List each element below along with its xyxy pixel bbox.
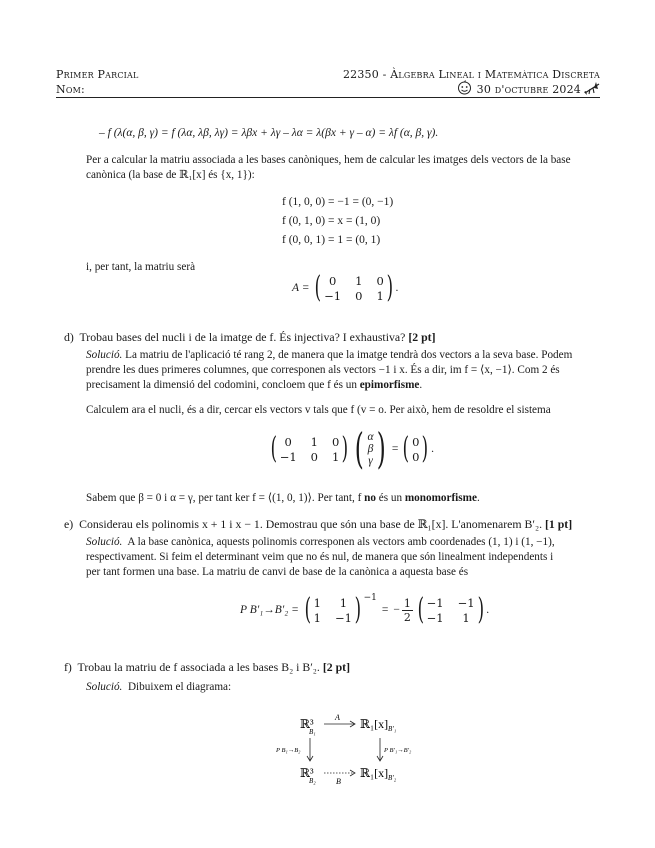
diagram-node-sub: B′₂ [388,774,397,782]
fraction-numerator: 1 [403,596,411,610]
course-title: 22350 - Àlgebra Lineal i Matemàtica Discreta [342,68,600,81]
question-text: Trobau bases del nucli i de la imatge de f. És injectiva? I exhaustiva? [79,330,406,344]
matrix-cell: −1 [279,449,297,464]
item-label: d) [64,330,74,344]
solution-line: precisament la dimensió del codomini, concloem que f és un epimorfisme. [86,379,423,391]
question-text: Considerau els polinomis x + 1 i x − 1. Demostrau que són una base de ℝ₁[x]. L'anomenarem B′₂. [79,517,543,531]
matrix-cell: 0 [376,273,384,288]
vector-cell: β [367,443,374,455]
inverse-exponent: −1 [363,593,377,603]
vector-cell: γ [368,455,373,467]
item-label: f) [64,660,72,674]
matrix-cell: −1 [457,595,475,610]
matrix-cell: −1 [324,288,342,303]
basis-image-3: f (0, 0, 1) = 1 = (0, 1) [282,234,381,246]
matrix-cell: 0 [355,288,363,303]
vector-cell: 0 [412,434,420,449]
item-e-question [64,517,572,532]
matrix-cell: 0 [332,434,340,449]
vector-cell: α [367,431,374,443]
solution-label: Solució. [86,681,123,693]
matrix-a: A = ( 0 1 0 −1 0 1 ) . [292,270,399,305]
solution-line: respectivament. Si feim el determinant veim que no és nul, de manera que són linealment independents i [86,551,554,563]
question-text: Trobau la matriu de f associada a les bases B₂ i B′₂. [77,660,320,674]
item-label: e) [64,517,74,531]
matrix-cell: −1 [426,610,444,625]
matrix-cell: 1 [376,288,384,303]
diagram-node-top-left: ℝ³ [300,717,314,731]
matrix-cell: 1 [355,273,363,288]
matrix-cell: 1 [332,449,340,464]
right-arrow-label: P B′₁→B′₂ [384,747,412,754]
points-badge: [2 pt] [408,330,436,344]
epimorfisme-term: epimorfisme [359,379,420,391]
witch-icon [583,80,601,96]
diagram-node-sub: B₁ [309,728,316,736]
basis-image-1: f (1, 0, 0) = −1 = (0, −1) [282,196,394,208]
kernel-intro: Calculem ara el nucli, és a dir, cercar els vectors v tals que f (v = o. Per això, hem de resoldre el sistema [86,404,551,416]
matrix-cell: 0 [328,273,337,288]
top-arrow-label: A [335,713,340,722]
linearity-equation: – f (λ(α, β, γ) = f (λα, λβ, λγ) = λβx + λγ – λα = λ(βx + γ – α) = λf (α, β, γ). [99,127,439,139]
linear-system: ( 0 1 0 −1 0 1 ) ( α β γ ) = ( 0 0 ) . [270,424,435,473]
matrix-a-name: A = [292,282,310,294]
paragraph-line: Per a calcular la matriu associada a les bases canòniques, hem de calcular les imatges dels vectors de la base [86,154,571,166]
pumpkin-icon [457,80,472,95]
vector-cell: 0 [412,449,420,464]
matrix-cell: 1 [310,434,318,449]
basis-image-2: f (0, 1, 0) = x = (1, 0) [282,215,381,227]
solution-line: Solució. La matriu de l'aplicació té rang 2, de manera que la imatge tendrà dos vectors a la seva base. Podem [86,349,573,361]
points-badge: [2 pt] [322,660,351,674]
item-d-question [64,330,436,345]
paragraph-line: i, per tant, la matriu serà [86,261,196,273]
exam-date: 30 d'octubre 2024 [476,83,581,96]
matrix-cell: 1 [313,595,321,610]
matrix-cell: 1 [339,595,348,610]
header-rule [56,97,600,98]
kernel-conclusion: Sabem que β = 0 i α = γ, per tant ker f = ⟨(1, 0, 1)⟩. Per tant, f no és un monomorfisme. [86,492,480,504]
course-label: Primer Parcial [56,68,139,81]
diagram-node-bottom-left: ℝ³ [300,766,314,780]
matrix-cell: 0 [284,434,292,449]
diagram-node-bottom-right: ℝ₁[x] [360,766,389,780]
solution-line: prendre les dues primeres columnes, que corresponen als vectors −1 i x. És a dir, im f = ⟨x, −1⟩. Com 2 és [86,364,560,376]
name-label: Nom: [56,83,85,96]
matrix-cell: −1 [426,595,444,610]
solution-line: Solució. A la base canònica, aquests polinomis corresponen als vectors amb coordenades (1, 1) i (1, −1), [86,536,555,548]
matrix-cell: 1 [462,610,470,625]
points-badge: [1 pt] [544,517,573,531]
solution-label: Solució. [86,536,123,548]
matrix-cell: 0 [310,449,318,464]
solution-label: Solució. [86,349,123,361]
p-matrix-label: P B′₁→B′₂ = [240,604,299,616]
matrix-cell: −1 [334,610,352,625]
matrix-cell: 1 [313,610,321,625]
diagram-node-sub: B′₁ [388,725,397,733]
commutative-diagram [270,710,430,790]
bottom-arrow-label: B [336,777,341,786]
fraction-denominator: 2 [403,610,411,624]
left-arrow-label: P B₁→B₂ [276,747,301,754]
diagram-node-top-right: ℝ₁[x] [360,717,389,731]
solution-line: Solució. Dibuixem el diagrama: [86,681,232,693]
solution-line: per tant formen una base. La matriu de canvi de base de la canònica a aquesta base és [86,566,469,578]
paragraph-line: canònica (la base de ℝ₁[x] és {x, 1}): [86,169,255,181]
diagram-node-sub: B₂ [309,777,316,785]
change-of-basis-equation: P B′₁→B′₂ = ( 1 1 1 −1 ) −1 = − $\frac{1}{2}$ ( −1 −1 −1 1 ) . [240,592,490,627]
monomorfisme-term: monomorfisme [404,492,477,504]
item-f-question [64,660,350,675]
